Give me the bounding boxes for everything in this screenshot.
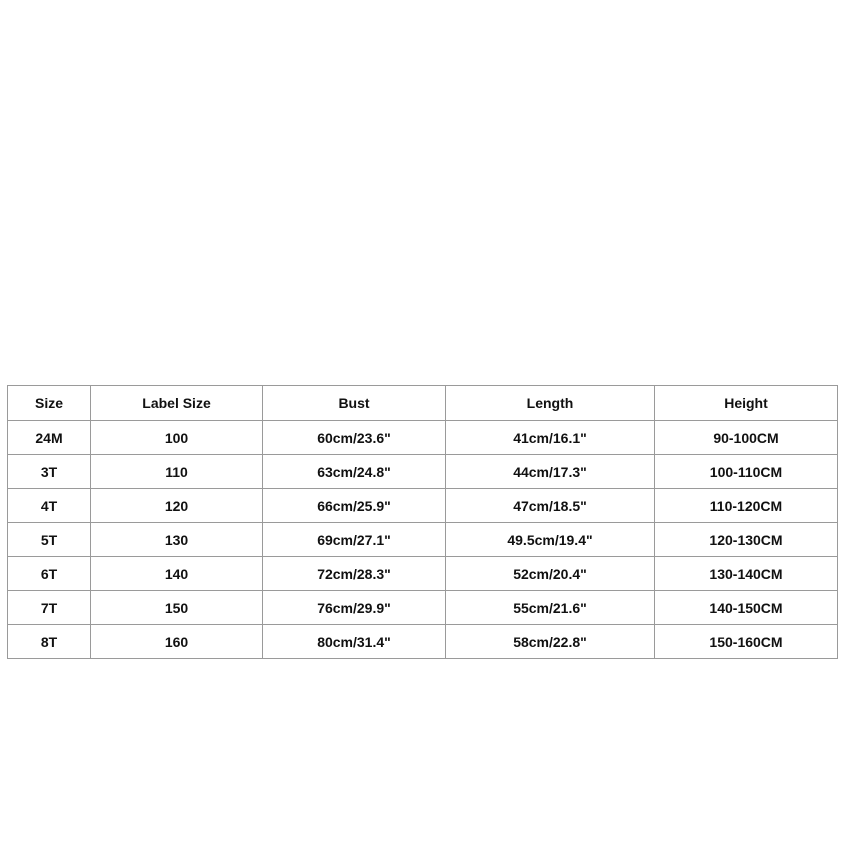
cell-size: 7T: [8, 591, 91, 625]
cell-height: 150-160CM: [655, 625, 838, 659]
header-bust: Bust: [263, 386, 446, 421]
table-row: [8, 489, 838, 523]
table-row: [8, 523, 838, 557]
cell-label-size: 100: [91, 421, 263, 455]
table-row: [8, 591, 838, 625]
cell-height: 110-120CM: [655, 489, 838, 523]
cell-length: 49.5cm/19.4": [446, 523, 655, 557]
cell-length: 55cm/21.6": [446, 591, 655, 625]
cell-height: 100-110CM: [655, 455, 838, 489]
cell-label-size: 110: [91, 455, 263, 489]
cell-length: 58cm/22.8": [446, 625, 655, 659]
cell-size: 8T: [8, 625, 91, 659]
table-row: [8, 625, 838, 659]
cell-length: 41cm/16.1": [446, 421, 655, 455]
cell-length: 44cm/17.3": [446, 455, 655, 489]
table-row: [8, 455, 838, 489]
table-row: [8, 421, 838, 455]
cell-bust: 60cm/23.6": [263, 421, 446, 455]
cell-bust: 63cm/24.8": [263, 455, 446, 489]
cell-size: 4T: [8, 489, 91, 523]
table-header-row: [8, 386, 838, 421]
cell-size: 24M: [8, 421, 91, 455]
cell-size: 5T: [8, 523, 91, 557]
cell-height: 140-150CM: [655, 591, 838, 625]
cell-label-size: 140: [91, 557, 263, 591]
cell-length: 47cm/18.5": [446, 489, 655, 523]
table-row: [8, 557, 838, 591]
cell-label-size: 150: [91, 591, 263, 625]
cell-size: 6T: [8, 557, 91, 591]
cell-size: 3T: [8, 455, 91, 489]
cell-height: 90-100CM: [655, 421, 838, 455]
cell-height: 130-140CM: [655, 557, 838, 591]
cell-height: 120-130CM: [655, 523, 838, 557]
cell-bust: 72cm/28.3": [263, 557, 446, 591]
cell-label-size: 120: [91, 489, 263, 523]
cell-bust: 80cm/31.4": [263, 625, 446, 659]
cell-bust: 66cm/25.9": [263, 489, 446, 523]
header-length: Length: [446, 386, 655, 421]
cell-bust: 69cm/27.1": [263, 523, 446, 557]
cell-bust: 76cm/29.9": [263, 591, 446, 625]
cell-length: 52cm/20.4": [446, 557, 655, 591]
header-size: Size: [8, 386, 91, 421]
header-height: Height: [655, 386, 838, 421]
cell-label-size: 130: [91, 523, 263, 557]
cell-label-size: 160: [91, 625, 263, 659]
size-chart-table: [7, 385, 838, 659]
header-label-size: Label Size: [91, 386, 263, 421]
